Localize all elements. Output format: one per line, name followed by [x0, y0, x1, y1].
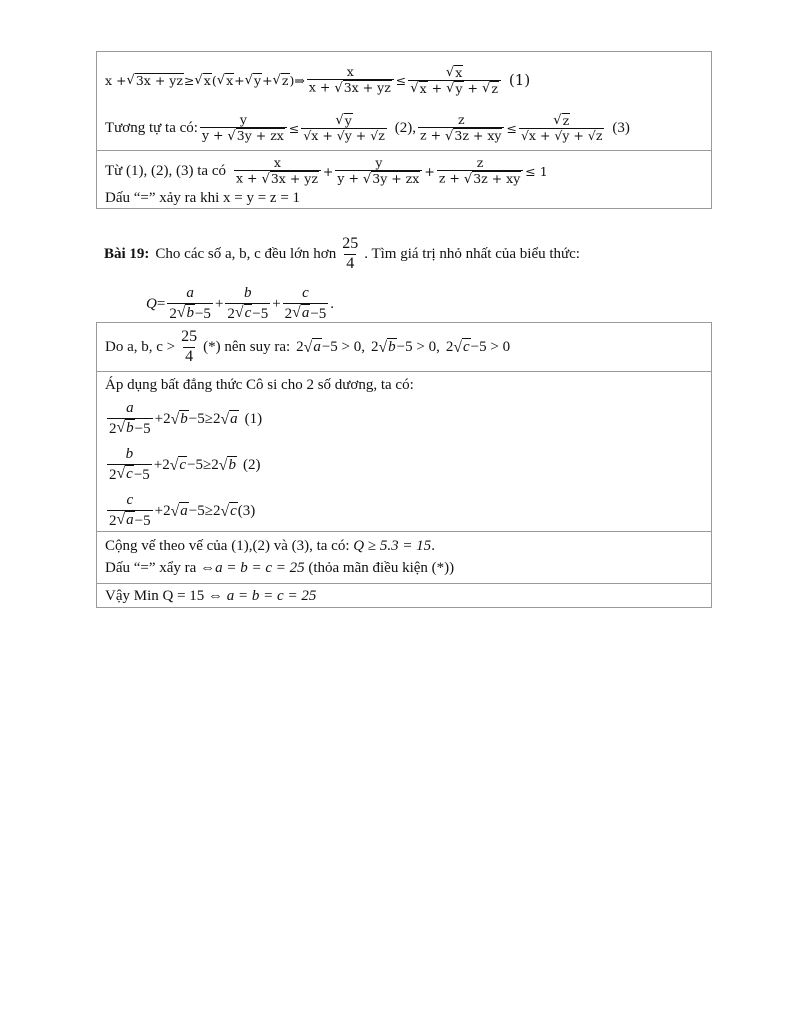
fraction: y y + √ 3y + zx [200, 113, 287, 143]
sum-inequality: Từ (1), (2), (3) ta có x x + √ 3x + yz + y y + √ 3y + zx + z z + √ 3z + xy ≤ 1 [105, 154, 548, 187]
solution-row-4: Vậy Min Q = 15 ⇔ a = b = c = 25 [97, 583, 711, 607]
fraction: √ z √x + √y + √z [520, 112, 603, 143]
fraction: b 2 √ c −5 [109, 446, 150, 483]
inequality-1: x + √ 3x + yz ≥ √ x ( √ x + √ y + √ z ) ⇒ x x + √ 3x + yz ≤ √ x √ x + √ y + √ z (1) [105, 63, 531, 97]
fraction: a 2 √ b −5 [109, 400, 151, 437]
expression-q: Q = a 2 √ b −5 + b 2 √ c −5 + c 2 √ a −5 . [146, 285, 335, 322]
top-row-1 [97, 52, 711, 108]
solution-row-1: Do a, b, c > $\frac{25}{4}$ (*) nên suy ra: 2 √ a −5 > 0, 2 √ b −5 > 0, 2 √ c −5 > 0 [105, 328, 511, 365]
top-row-3 [97, 150, 711, 208]
solution-row-2: Áp dụng bất đẳng thức Cô si cho 2 số dương, ta có: a 2 √ b −5 +2 √ b −5≥2 √ a (1) b 2 √ c −5 +2 √ c −5≥2 √ b (2) c 2 √ a −5 +2 √ a −5≥2 √ c (3) [97, 371, 711, 531]
cauchy-inequality-3: c 2 √ a −5 +2 √ a −5≥2 √ c (3) [109, 492, 256, 529]
problem-title: Bài 19: [104, 245, 150, 262]
fraction: $\frac{25}{4}$ [342, 235, 359, 272]
cauchy-inequality-1: a 2 √ b −5 +2 √ b −5≥2 √ a (1) [109, 400, 263, 437]
top-solution-box [96, 51, 712, 209]
fraction: $\frac{25}{4}$ [181, 328, 198, 365]
fraction: b 2 √ c −5 [227, 285, 269, 322]
fraction: √ x √ x + √ y + √ z [408, 65, 501, 96]
fraction: z z + √ 3z + xy [437, 156, 523, 186]
fraction: a 2 √ b −5 [169, 285, 211, 322]
fraction: y y + √ 3y + zx [335, 156, 422, 186]
fraction: √ y √x + √y + √z [303, 112, 385, 143]
fraction: c 2 √ a −5 [284, 285, 327, 322]
solution-row-3: Cộng vế theo vế của (1),(2) và (3), ta có: Q ≥ 5.3 = 15. Dấu “=” xẩy ra ⇔a = b = c = 25 (thỏa mãn điều kiện (*)) [97, 531, 711, 583]
fraction: x x + √ 3x + yz [307, 65, 394, 95]
problem-statement: Bài 19: Cho các số a, b, c đều lớn hơn $\frac{25}{4}$ . Tìm giá trị nhỏ nhất của biểu thức: Q = a 2 √ b −5 + b 2 √ c −5 + c 2 √ a −5 . [104, 228, 704, 328]
top-row-2 [97, 108, 711, 150]
cauchy-inequality-2: b 2 √ c −5 +2 √ c −5≥2 √ b (2) [109, 446, 261, 483]
inequality-2-3: Tương tự ta có: y y + √ 3y + zx ≤ √ y √x + √y + √z (2), z z + √ 3z + xy ≤ √ z √x + √y + √z (3) [105, 111, 630, 144]
fraction: z z + √ 3z + xy [418, 113, 504, 143]
solution-box [96, 322, 712, 608]
equality-condition: Dấu “=” xảy ra khi x = y = z = 1 [105, 190, 301, 206]
fraction: c 2 √ a −5 [109, 492, 151, 529]
fraction: x x + √ 3x + yz [234, 156, 321, 186]
